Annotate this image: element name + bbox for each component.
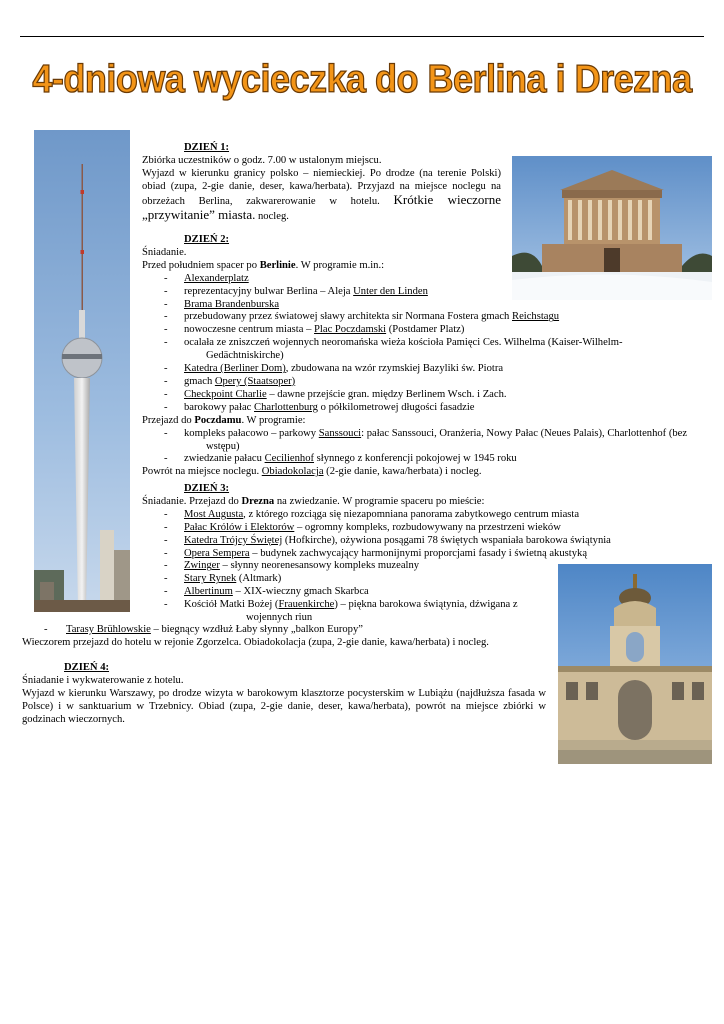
link-obiadokolacja[interactable]: Obiadokolacja <box>261 466 324 478</box>
list-item: - Pałac Królów i Elektorów – ogromny kompleks, rozbudowywany na przestrzeni wieków <box>142 522 708 535</box>
day2-potsdam-list <box>142 428 708 467</box>
link-palac-krolow[interactable]: Pałac Królów i Elektorów <box>184 521 295 533</box>
tv-tower-photo <box>34 130 130 612</box>
list-item: - Katedra (Berliner Dom), zbudowana na wzór rzymskiej Bazyliki św. Piotra <box>142 363 708 376</box>
link-katedra-trojcy[interactable]: Katedra Trójcy Świętej <box>184 534 283 546</box>
day1-tail: nocleg. <box>258 210 289 222</box>
list-item: - Katedra Trójcy Świętej (Hofkirche), ożywiona posągami 78 świętych wspaniała barokowa świątynia <box>142 535 708 548</box>
list-item: - Opera Sempera – budynek zachwycający harmonijnymi proporcjami fasady i świetną akustyką <box>142 548 708 561</box>
day2-intro: Przed południem spacer po Berlinie. W programie m.in.: <box>142 259 385 271</box>
link-opera-sempera[interactable]: Opera Sempera <box>184 547 250 559</box>
link-zwinger[interactable]: Zwinger <box>184 560 220 572</box>
list-item <box>142 299 708 312</box>
list-item: - Tarasy Brühlowskie – biegnący wzdłuż Łaby słynny „balkon Europy” <box>22 624 552 637</box>
link-charlottenburg[interactable]: Charlottenburg <box>254 401 318 413</box>
link-albertinum[interactable]: Albertinum <box>184 586 233 598</box>
day3-section <box>142 483 708 625</box>
list-item: - przebudowany przez światowej sławy architekta sir Normana Fostera gmach Reichstagu <box>142 311 708 324</box>
list-item: - nowoczesne centrum miasta – Plac Poczdamski (Postdamer Platz) <box>142 324 708 337</box>
link-cecilienhof[interactable]: Cecilienhof <box>264 453 315 465</box>
day3-heading: DZIEŃ 3: <box>184 483 230 494</box>
list-item: - Albertinum – XIX-wieczny gmach Skarbca <box>142 586 708 599</box>
link-most-augusta[interactable]: Most Augusta <box>184 508 244 520</box>
day4-heading: DZIEŃ 4: <box>64 662 110 673</box>
day4-section <box>22 662 546 727</box>
link-sanssouci[interactable]: Sanssouci <box>318 427 362 439</box>
list-item: - Stary Rynek (Altmark) <box>142 573 708 586</box>
day1-big-text: Krótkie wieczorne „przywitanie” miasta. <box>142 191 501 222</box>
list-item: - kompleks pałacowo – parkowy Sanssouci: pałac Sanssouci, Oranżeria, Nowy Pałac (Neues Palais), Charlottenhof (bez wstępu) <box>142 428 708 454</box>
day3-terrace <box>22 624 552 650</box>
list-item: - Checkpoint Charlie – dawne przejście gran. między Berlinem Wsch. i Zach. <box>142 389 708 402</box>
link-brama-brandenburska[interactable]: Brama Brandenburska <box>184 298 280 310</box>
day2-heading: DZIEŃ 2: <box>184 234 230 245</box>
list-item: - Zwinger – słynny neorenesansowy kompleks muzealny <box>142 560 708 573</box>
day1-section <box>142 142 501 223</box>
day3-terrace-list <box>22 624 552 637</box>
day1-line1: Zbiórka uczestników o godz. 7.00 w ustalonym miejscu. <box>142 154 382 166</box>
day4-line1: Śniadanie i wykwaterowanie z hotelu. <box>22 674 184 686</box>
day2-breakfast: Śniadanie. <box>142 246 187 258</box>
list-item: - reprezentacyjny bulwar Berlina – Aleja Unter den Linden <box>142 286 708 299</box>
list-item: - gmach Opery (Staatsoper) <box>142 376 708 389</box>
link-stary-rynek[interactable]: Stary Rynek <box>184 573 237 585</box>
day2-potsdam-intro: Przejazd do Poczdamu. W programie: <box>142 414 306 426</box>
day4-line2: Wyjazd w kierunku Warszawy, po drodze wizyta w barokowym klasztorze pocysterskim w Lubiążu (najdłuższa fasada w Polsce) i w sanktuarium w Trzebnicy. Obiad (zupa, 2-gie danie, deser, kawa/herbata), powrót na miejsce zbiórki w godzinach wieczornych. <box>22 687 546 725</box>
link-checkpoint-charlie[interactable]: Checkpoint Charlie <box>184 388 267 400</box>
link-tarasy-bruhlowskie[interactable]: Tarasy Brühlowskie <box>66 624 151 635</box>
day3-list <box>142 509 708 625</box>
link-staatsoper[interactable]: Opery (Staatsoper) <box>214 375 296 387</box>
link-reichstag[interactable]: Reichstagu <box>512 311 560 323</box>
day2-return: Powrót na miejsce noclegu. Obiadokolacja (2-gie danie, kawa/herbata) i nocleg. <box>142 466 482 478</box>
day1-line2: Wyjazd w kierunku granicy polsko – niemieckiej. Po drodze (na terenie Polski) obiad (zupa, 2-gie danie, deser, kawa/herbata). Przyjazd na miejsce noclegu na obrzeżach Berlina, zakwarerowanie w hotelu. Krótkie wieczorne „przywitanie” miasta. nocleg. <box>142 167 501 222</box>
day2-list <box>142 273 708 415</box>
link-unter-den-linden[interactable]: Unter den Linden <box>353 285 428 297</box>
list-item: - Most Augusta, z którego rozciąga się niezapomniana panorama zabytkowego centrum miasta <box>142 509 708 522</box>
link-frauenkirche[interactable]: Frauenkirche <box>278 599 335 611</box>
day3-intro: Śniadanie. Przejazd do Drezna na zwiedzanie. W programie spaceru po mieście: <box>142 495 485 507</box>
list-item: - ocalała ze zniszczeń wojennych neoromańska wieża kościoła Pamięci Ces. Wilhelma (Kaiser-Wilhelm- Gedächtniskirche) <box>142 337 708 363</box>
list-item: - zwiedzanie pałacu Cecilienhof słynnego z konferencji pokojowej w 1945 roku <box>142 453 708 466</box>
list-item <box>142 273 708 286</box>
day2-section <box>142 234 708 479</box>
day1-heading: DZIEŃ 1: <box>184 142 230 153</box>
page-title: 4-dniowa wycieczka do Berlina i Drezna <box>32 56 692 101</box>
link-berliner-dom[interactable]: Katedra (Berliner Dom) <box>184 363 286 375</box>
list-item: - barokowy pałac Charlottenburg o półkilometrowej długości fasadzie <box>142 402 708 415</box>
link-alexanderplatz[interactable]: Alexanderplatz <box>184 272 249 284</box>
list-item: - Kościół Matki Bożej (Frauenkirche) – piękna barokowa świątynia, dźwigana z wojennych riun <box>142 599 546 625</box>
top-rule <box>20 36 704 37</box>
link-plac-poczdamski[interactable]: Plac Poczdamski <box>314 324 387 336</box>
day3-evening: Wieczorem przejazd do hotelu w rejonie Zgorzelca. Obiadokolacja (zupa, 2-gie danie, kawa/herbata) i nocleg. <box>22 636 489 648</box>
